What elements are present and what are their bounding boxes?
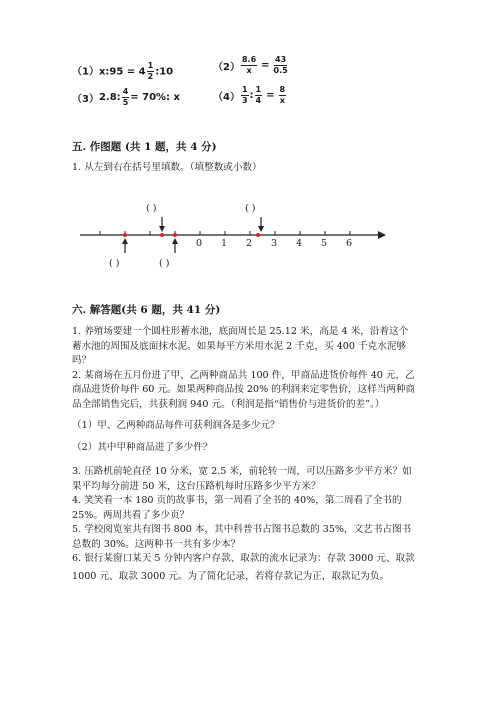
section-6-problems-1-2 — [72, 325, 415, 412]
text-line: 商品进货价每件 60 元。如果两种商品按 20% 的利润来定零售价，这样当两种商 — [72, 384, 416, 395]
equation-2: （2） $\frac{8.6}{x}$ = $\frac{43}{0.5}$ — [213, 55, 288, 75]
section-5-title: 五. 作图题 (共 1 题，共 4 分) — [72, 141, 217, 153]
text-line: 3. 压路机前轮直径 10 分米，宽 2.5 米，前轮转一周，可以压路多少平方米？如 — [72, 466, 412, 477]
answer-bracket-top-1[interactable]: ( ) — [146, 203, 157, 214]
tick-label-5: 5 — [321, 238, 328, 249]
sub-question-2: （2）其中甲种商品进了多少件？ — [72, 442, 213, 453]
equation-3: （3） 2.8: $\frac{4}{5}$ = 70%: x — [72, 87, 180, 107]
tick-label-0: 0 — [196, 238, 203, 249]
text-line: 蓄水池的周围及底面抹水泥。如果每平方米用水泥 2 千克，买 400 千克水泥够 — [72, 340, 407, 352]
text-line: 吗？ — [72, 355, 92, 366]
section-6-title: 六. 解答题(共 6 题，共 41 分) — [72, 304, 221, 316]
answer-bracket-bottom-1[interactable]: ( ) — [109, 258, 120, 269]
tick-label-4: 4 — [296, 238, 303, 249]
last-line: 1000 元、取款 3000 元。为了简化记录，若将存款记为正，取款记为负。 — [72, 571, 390, 582]
question-5-1: 1. 从左到右在括号里填数。（填整数或小数） — [72, 162, 262, 173]
red-point — [160, 233, 164, 237]
text-line: 果平均每分前进 50 米，这台压路机每时压路多少平方米？ — [72, 480, 321, 492]
text-line: 6. 银行某窗口某天 5 分钟内客户存款、取款的流水记录为：存款 3000 元、取款 — [72, 553, 415, 564]
text-line: 品全部销售完后，共获利润 940 元。（利润是指“销售价与进货价的差”。） — [72, 398, 385, 410]
text-line: 总数的 30%。这两种书一共有多少本？ — [72, 538, 241, 550]
sub-question-1: （1）甲、乙两种商品每件可获利润各是多少元？ — [72, 420, 280, 431]
equation-1: （1）x:95 = 4 $\frac{1}{2}$ :10 — [72, 61, 174, 81]
answer-bracket-bottom-2[interactable]: ( ) — [159, 258, 170, 269]
answer-bracket-top-2[interactable]: ( ) — [245, 203, 256, 214]
tick-label-1: 1 — [221, 238, 228, 249]
tick-label-2: 2 — [246, 238, 253, 249]
text-line: 4. 笑笑看一本 180 页的故事书，第一周看了全书的 40%，第二周看了全书的 — [72, 495, 402, 506]
text-line: 1. 养殖场要建一个圆柱形蓄水池，底面周长是 25.12 米，高是 4 米，沿着这个 — [72, 326, 409, 337]
red-point — [256, 233, 260, 237]
tick-label-6: 6 — [346, 238, 353, 249]
red-point — [173, 233, 177, 237]
section-6-problems-3-6 — [72, 465, 415, 567]
text-line: 2. 某商场在五月份进了甲、乙两种商品共 100 件，甲商品进货价每件 40 元，乙 — [72, 369, 415, 381]
text-line: 5. 学校阅览室共有图书 800 本，其中科普书占图书总数的 35%，文艺书占图书 — [72, 524, 412, 535]
red-point — [123, 233, 127, 237]
equation-4: （4） $\frac{1}{3}$ : $\frac{1}{4}$ = $\frac{8}{x}$ — [213, 85, 286, 105]
tick-label-3: 3 — [271, 238, 278, 249]
text-line: 25%。两周共看了多少页？ — [72, 509, 190, 521]
